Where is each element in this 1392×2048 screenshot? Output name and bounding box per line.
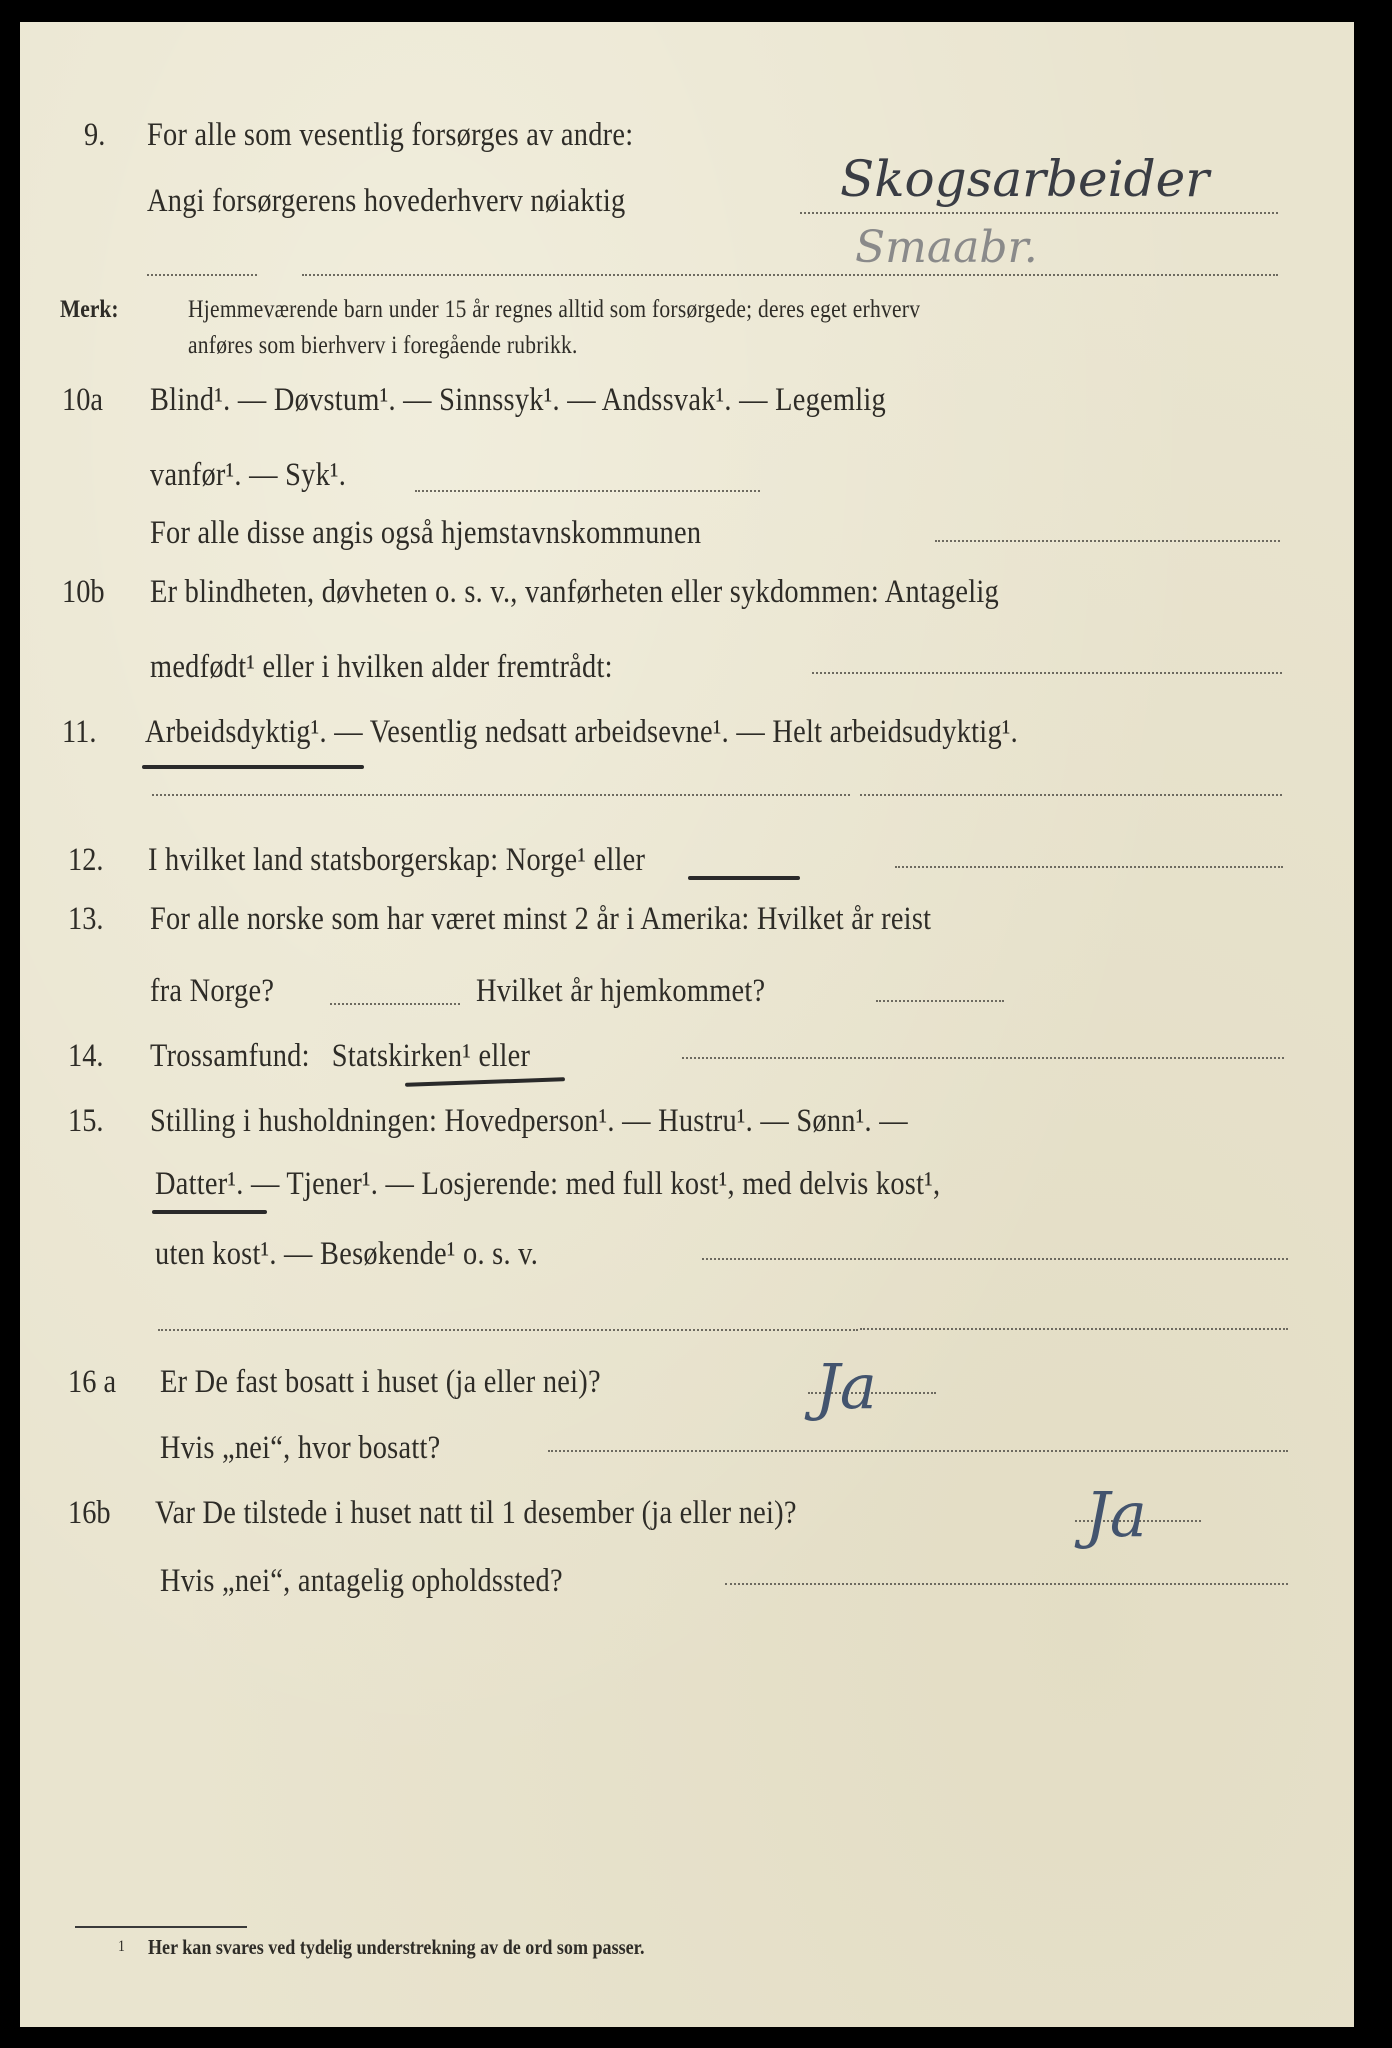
merk-label: Merk: [60, 296, 119, 323]
q11-number: 11. [62, 714, 97, 750]
q9-answer-line [800, 212, 1278, 214]
q10b-answer-line [812, 672, 1282, 674]
q9-line1: For alle som vesentlig forsørges av andre: [147, 117, 634, 153]
q10a-kommune-line [935, 540, 1280, 542]
q9-line2: Angi forsørgerens hovederhverv nøiaktig [147, 183, 626, 219]
q11-rest: ¹. — Vesentlig nedsatt arbeidsevne¹. — Helt arbeidsudyktig¹. [310, 714, 1019, 750]
q16a-number: 16 a [68, 1364, 117, 1400]
q10b-line1: Er blindheten, døvheten o. s. v., vanførheten eller sykdommen: Antagelig [150, 574, 1000, 610]
q16b-line2: Hvis „nei“, antagelig opholdssted? [160, 1563, 563, 1599]
merk-line2: anføres som bierhverv i foregående rubrikk. [188, 332, 578, 359]
q10a-line1: Blind¹. — Døvstum¹. — Sinnssyk¹. — Andssvak¹. — Legemlig [150, 382, 886, 418]
q15-line1: Stilling i husholdningen: Hovedperson¹. — Hustru¹. — Sønn¹. — [150, 1103, 908, 1139]
q15-number: 15. [68, 1103, 104, 1139]
q9-answer-pencil: Smaabr. [855, 222, 1038, 273]
q16a-line1: Er De fast bosatt i huset (ja eller nei)? [160, 1364, 601, 1400]
q13-line2b: Hvilket år hjemkommet? [476, 973, 766, 1009]
q16b-answer: Ja [1085, 1478, 1147, 1551]
footnote-rule [75, 1926, 247, 1928]
q13-line1: For alle norske som har været minst 2 år i Amerika: Hvilket år reist [150, 901, 932, 937]
merk-line1: Hjemmeværende barn under 15 år regnes alltid som forsørgede; deres eget erhverv [188, 296, 921, 323]
q10b-line2: medfødt¹ eller i hvilken alder fremtrådt: [150, 649, 613, 685]
q10a-line2: vanfør¹. — Syk¹. [150, 457, 347, 493]
q16a-line2: Hvis „nei“, hvor bosatt? [160, 1430, 441, 1466]
footnote-marker: 1 [118, 1938, 125, 1955]
q14-underlined-option: Statskirken [331, 1038, 463, 1074]
q16b-line1: Var De tilstede i huset natt til 1 desember (ja eller nei)? [155, 1495, 797, 1531]
footnote-text: Her kan svares ved tydelig understrekning av de ord som passer. [148, 1935, 645, 1959]
q12-answer-line [895, 866, 1283, 868]
q14-prefix: Trossamfund: [150, 1038, 310, 1074]
q12-prefix: I hvilket land statsborgerskap: [148, 842, 499, 878]
q13-number: 13. [68, 901, 104, 937]
q15-underlined-option: Datter¹. [155, 1166, 244, 1202]
q16a-bosatt-line [548, 1450, 1288, 1452]
q11-line [145, 714, 1018, 751]
q11-line-b [860, 794, 1282, 796]
q10a-line3: For alle disse angis også hjemstavnskommunen [150, 515, 702, 551]
q12-line [148, 842, 645, 879]
q16b-number: 16b [68, 1495, 111, 1531]
q14-number: 14. [68, 1038, 104, 1074]
q15-line2-rest: — Tjener¹. — Losjerende: med full kost¹, med delvis kost¹, [250, 1166, 941, 1202]
q15-extra-line-b [860, 1328, 1288, 1330]
q15-extra-line-a [158, 1329, 858, 1331]
q14-suffix: ¹ eller [462, 1038, 531, 1074]
q14-line [150, 1038, 530, 1075]
q10a-number: 10a [62, 382, 103, 418]
q11-underlined-option: Arbeidsdyktig [145, 714, 311, 750]
q11-underline-mark [142, 765, 364, 769]
q12-underline-mark [688, 876, 800, 880]
q11-line-a [152, 794, 850, 796]
q10a-syk-line [415, 490, 760, 492]
q13-line2a: fra Norge? [150, 973, 275, 1009]
q14-answer-line [682, 1057, 1284, 1059]
q12-underlined-option: Norge [505, 842, 578, 878]
q9-number: 9. [84, 117, 106, 153]
q13-hjemkommet-line [876, 1000, 1004, 1002]
q9-answer-ink: Skogsarbeider [840, 150, 1210, 208]
q16b-opholdssted-line [725, 1583, 1288, 1585]
q16a-answer: Ja [815, 1350, 877, 1423]
q9-extra-line-b [302, 274, 1278, 276]
q15-answer-line [702, 1258, 1288, 1260]
q15-line2 [155, 1166, 940, 1203]
q15-underline-mark [152, 1210, 267, 1214]
q15-line3: uten kost¹. — Besøkende¹ o. s. v. [155, 1236, 539, 1272]
q10b-number: 10b [62, 574, 105, 610]
q13-reist-line [330, 1003, 460, 1005]
q12-suffix: ¹ eller [577, 842, 646, 878]
q12-number: 12. [68, 842, 104, 878]
q9-extra-line-a [147, 274, 257, 276]
